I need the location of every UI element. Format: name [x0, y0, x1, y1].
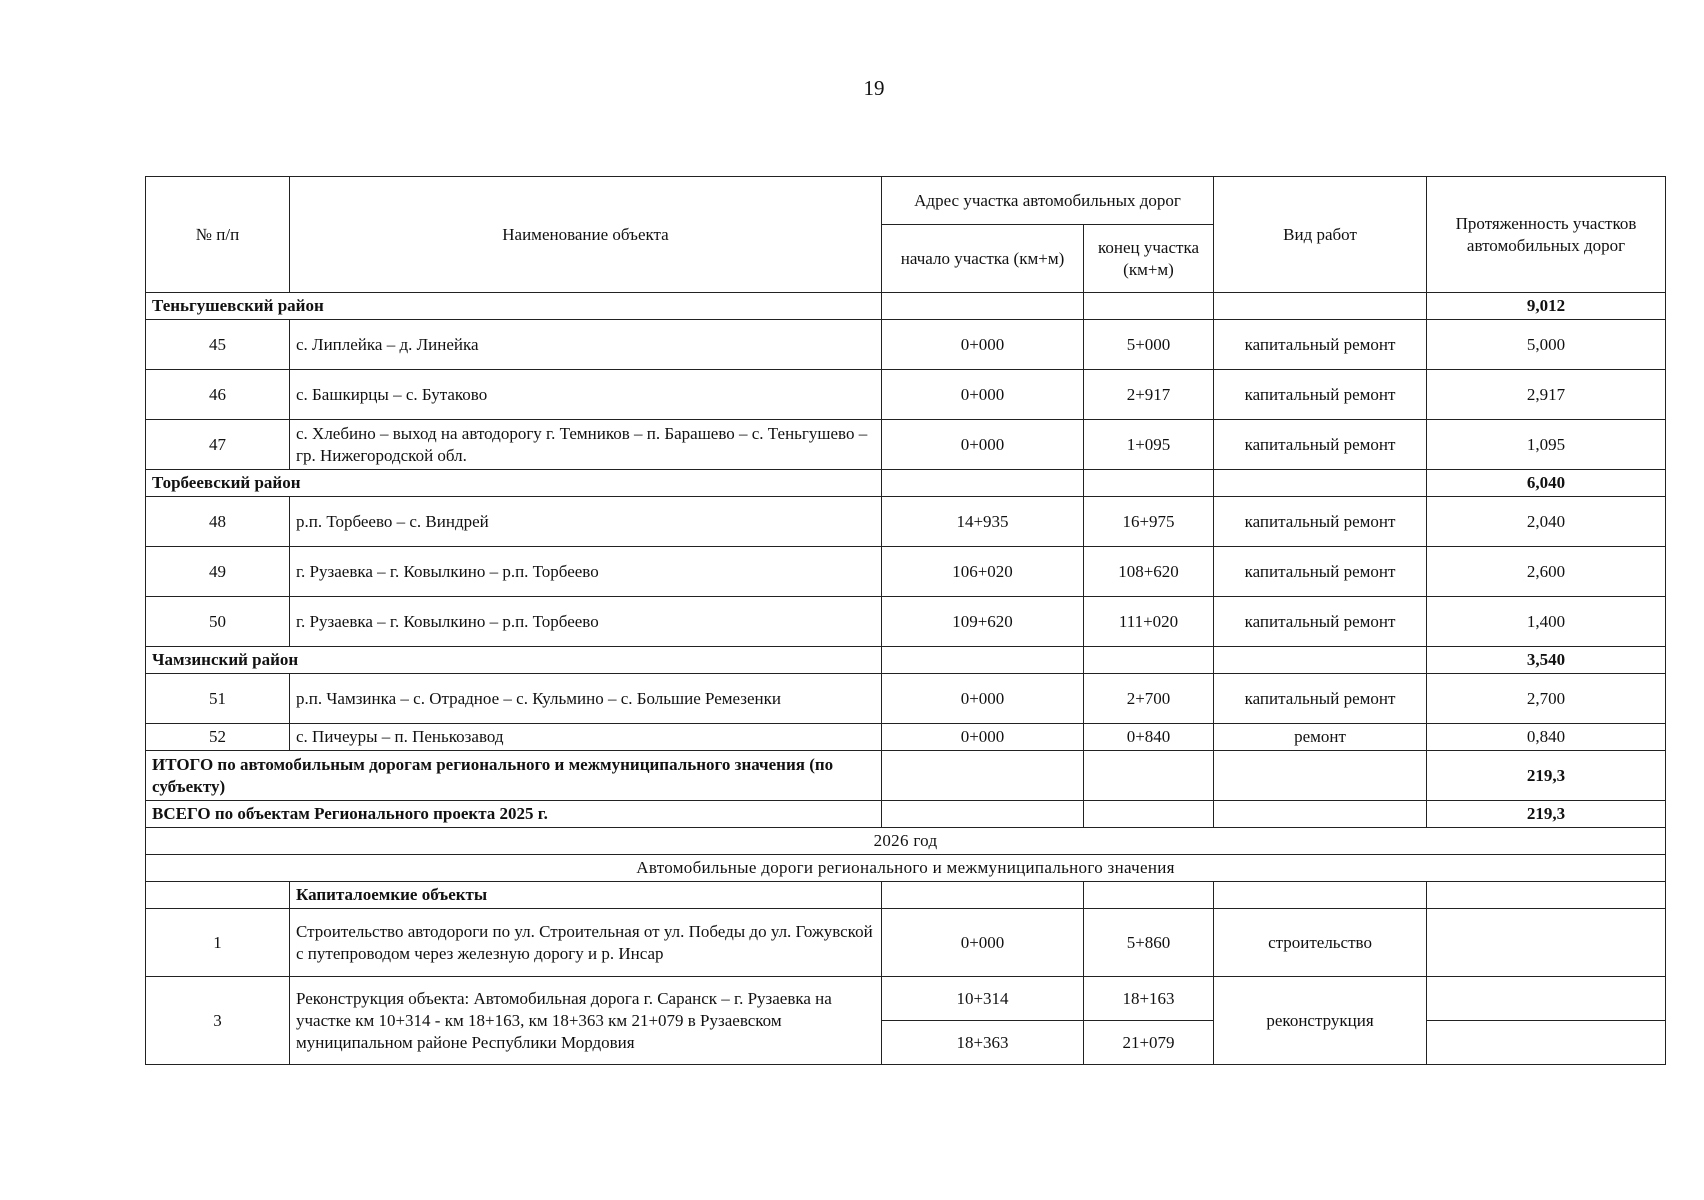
row-length: [1427, 1021, 1666, 1065]
row-start: 0+000: [882, 420, 1084, 470]
year-heading: 2026 год: [146, 828, 1666, 855]
row-work: капитальный ремонт: [1214, 320, 1427, 370]
row-num: 52: [146, 724, 290, 751]
row-end: 108+620: [1084, 547, 1214, 597]
district-row: [146, 293, 1666, 320]
row-name: с. Пичеуры – п. Пенькозавод: [290, 724, 882, 751]
row-work: капитальный ремонт: [1214, 597, 1427, 647]
table-row: [146, 547, 1666, 597]
vsego-label: ВСЕГО по объектам Регионального проекта 2025 г.: [146, 801, 882, 828]
district-name: Теньгушевский район: [146, 293, 882, 320]
row-start: 0+000: [882, 909, 1084, 977]
row-num: 45: [146, 320, 290, 370]
row-name: с. Хлебино – выход на автодорогу г. Темников – п. Барашево – с. Теньгушево – гр. Нижегородской обл.: [290, 420, 882, 470]
district-total: 6,040: [1427, 470, 1666, 497]
row-length: 1,095: [1427, 420, 1666, 470]
itogo-row: [146, 751, 1666, 801]
vsego-row: [146, 801, 1666, 828]
header-address: Адрес участка автомобильных дорог: [882, 177, 1214, 225]
header-work: Вид работ: [1214, 177, 1427, 293]
row-end: 2+917: [1084, 370, 1214, 420]
vsego-value: 219,3: [1427, 801, 1666, 828]
row-work: капитальный ремонт: [1214, 420, 1427, 470]
table-row: [146, 909, 1666, 977]
table-row: [146, 724, 1666, 751]
row-length: 2,917: [1427, 370, 1666, 420]
row-work: капитальный ремонт: [1214, 547, 1427, 597]
table-row: [146, 497, 1666, 547]
table-row: [146, 370, 1666, 420]
capital-heading-row: [146, 882, 1666, 909]
capital-heading: Капиталоемкие объекты: [290, 882, 882, 909]
table-row: [146, 674, 1666, 724]
row-work: капитальный ремонт: [1214, 370, 1427, 420]
table-row: [146, 597, 1666, 647]
year-row: [146, 828, 1666, 855]
row-num: 47: [146, 420, 290, 470]
table-row: [146, 320, 1666, 370]
district-row: [146, 647, 1666, 674]
row-length: 2,600: [1427, 547, 1666, 597]
row-num: 50: [146, 597, 290, 647]
row-end: 5+000: [1084, 320, 1214, 370]
row-name: г. Рузаевка – г. Ковылкино – р.п. Торбеево: [290, 547, 882, 597]
roads-table: [145, 176, 1666, 1065]
row-start: 18+363: [882, 1021, 1084, 1065]
row-length: [1427, 977, 1666, 1021]
row-work: капитальный ремонт: [1214, 674, 1427, 724]
row-work: капитальный ремонт: [1214, 497, 1427, 547]
row-end: 18+163: [1084, 977, 1214, 1021]
row-length: [1427, 909, 1666, 977]
row-work: строительство: [1214, 909, 1427, 977]
row-name: с. Башкирцы – с. Бутаково: [290, 370, 882, 420]
district-total: 9,012: [1427, 293, 1666, 320]
page-number: 19: [863, 76, 885, 100]
row-name: с. Липлейка – д. Линейка: [290, 320, 882, 370]
row-start: 0+000: [882, 370, 1084, 420]
row-num: 49: [146, 547, 290, 597]
table-row: [146, 420, 1666, 470]
header-length: Протяженность участков автомобильных дорог: [1427, 177, 1666, 293]
row-end: 111+020: [1084, 597, 1214, 647]
row-name: р.п. Торбеево – с. Виндрей: [290, 497, 882, 547]
row-num: 3: [146, 977, 290, 1065]
row-num: 51: [146, 674, 290, 724]
itogo-value: 219,3: [1427, 751, 1666, 801]
row-num: 1: [146, 909, 290, 977]
row-length: 2,040: [1427, 497, 1666, 547]
row-work: ремонт: [1214, 724, 1427, 751]
header-num: № п/п: [146, 177, 290, 293]
row-start: 109+620: [882, 597, 1084, 647]
section-row: [146, 855, 1666, 882]
header-start: начало участка (км+м): [882, 225, 1084, 293]
row-start: 10+314: [882, 977, 1084, 1021]
row-start: 14+935: [882, 497, 1084, 547]
header-end: конец участка (км+м): [1084, 225, 1214, 293]
row-start: 0+000: [882, 724, 1084, 751]
section-heading: Автомобильные дороги регионального и межмуниципального значения: [146, 855, 1666, 882]
row-start: 0+000: [882, 320, 1084, 370]
district-name: Торбеевский район: [146, 470, 882, 497]
row-start: 0+000: [882, 674, 1084, 724]
district-row: [146, 470, 1666, 497]
row-length: 0,840: [1427, 724, 1666, 751]
row-start: 106+020: [882, 547, 1084, 597]
header-name: Наименование объекта: [290, 177, 882, 293]
row-end: 5+860: [1084, 909, 1214, 977]
row-end: 21+079: [1084, 1021, 1214, 1065]
row-num: 46: [146, 370, 290, 420]
row-length: 1,400: [1427, 597, 1666, 647]
row-length: 2,700: [1427, 674, 1666, 724]
row-name: Строительство автодороги по ул. Строительная от ул. Победы до ул. Гожувской с путепроводом через железную дорогу и р. Инсар: [290, 909, 882, 977]
row-num: 48: [146, 497, 290, 547]
row-end: 1+095: [1084, 420, 1214, 470]
row-end: 2+700: [1084, 674, 1214, 724]
row-name: г. Рузаевка – г. Ковылкино – р.п. Торбеево: [290, 597, 882, 647]
row-length: 5,000: [1427, 320, 1666, 370]
district-name: Чамзинский район: [146, 647, 882, 674]
row-work: реконструкция: [1214, 977, 1427, 1065]
table-row: [146, 977, 1666, 1021]
row-end: 0+840: [1084, 724, 1214, 751]
row-end: 16+975: [1084, 497, 1214, 547]
district-total: 3,540: [1427, 647, 1666, 674]
row-name: р.п. Чамзинка – с. Отрадное – с. Кульмино – с. Большие Ремезенки: [290, 674, 882, 724]
itogo-label: ИТОГО по автомобильным дорогам регионального и межмуниципального значения (по субъекту): [146, 751, 882, 801]
row-name: Реконструкция объекта: Автомобильная дорога г. Саранск – г. Рузаевка на участке км 10+314 - км 18+163, км 18+363 км 21+079 в Рузаевском муниципальном районе Республики Мордовия: [290, 977, 882, 1065]
